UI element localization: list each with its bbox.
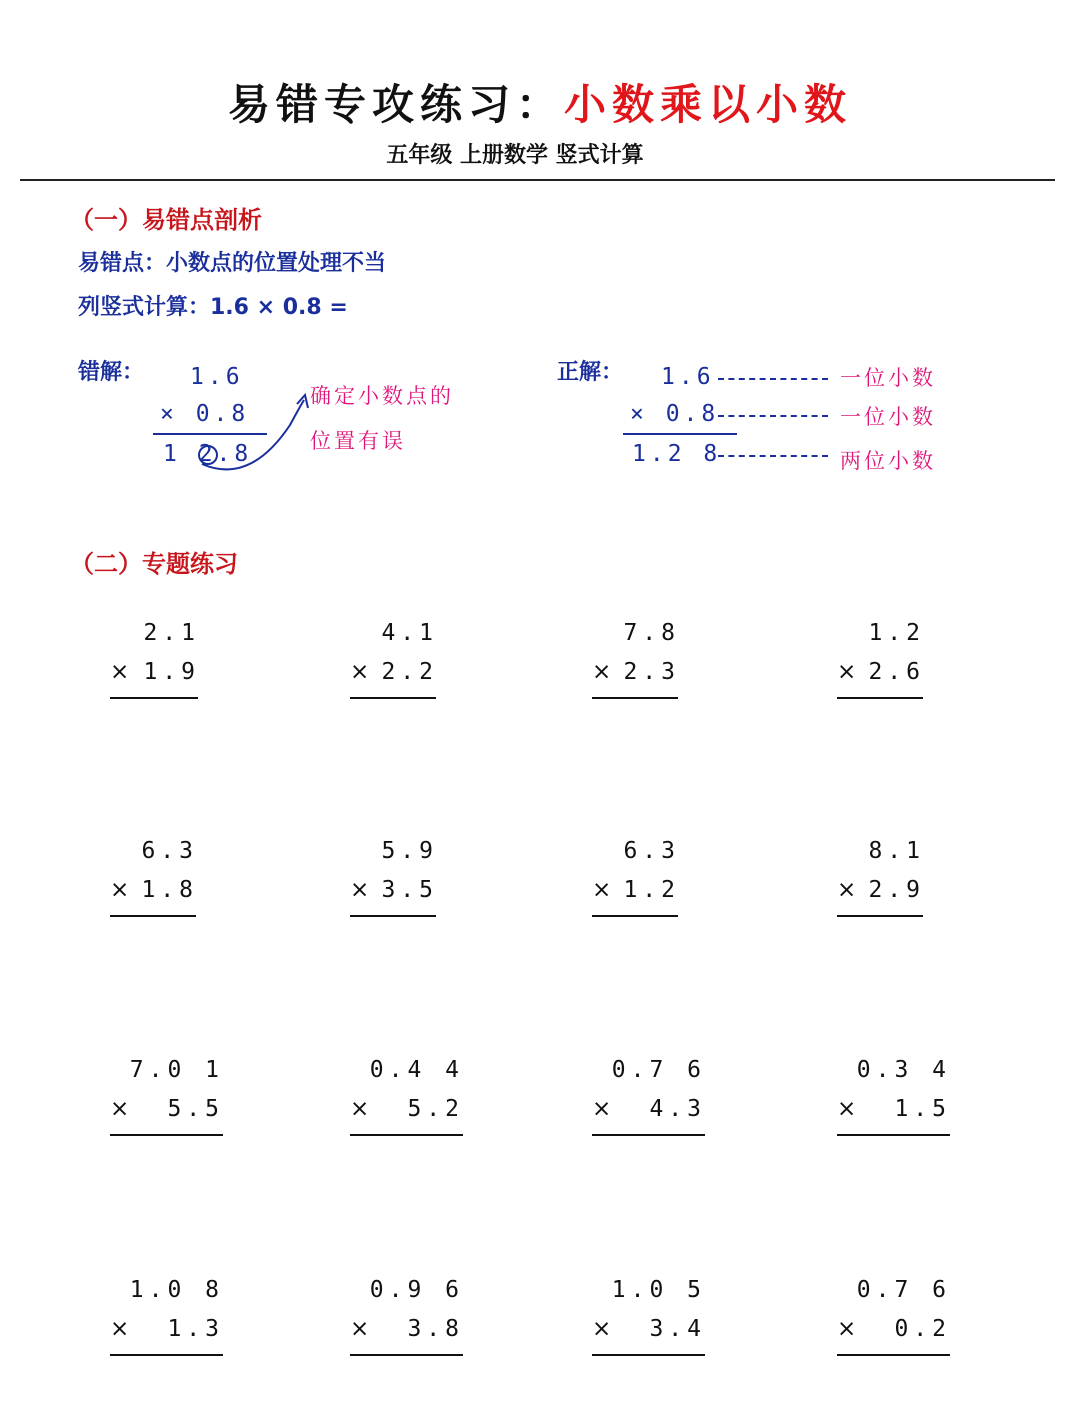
problem-multiplier: 1.5 <box>894 1096 951 1122</box>
practice-problem <box>592 1277 706 1387</box>
answer-line <box>350 1134 463 1136</box>
problem-multiplier: 2.9 <box>868 877 925 903</box>
times-sign: × <box>837 1096 857 1122</box>
problem-multiplier: 4.3 <box>649 1096 706 1122</box>
times-sign: × <box>592 1316 612 1342</box>
section2-heading: （二）专题练习 <box>70 550 238 578</box>
problem-multiplicand: 5.9 <box>381 838 438 864</box>
problem-multiplier: 2.6 <box>868 659 925 685</box>
practice-problem <box>110 838 198 948</box>
practice-problem <box>350 1277 464 1387</box>
problem-multiplier: 5.2 <box>407 1096 464 1122</box>
practice-problem <box>110 1277 224 1387</box>
answer-line <box>110 697 198 699</box>
problem-multiplier: 1.9 <box>143 659 200 685</box>
practice-problem <box>837 1057 951 1167</box>
problem-multiplier: 2.2 <box>381 659 438 685</box>
problem-multiplier: 1.3 <box>167 1316 224 1342</box>
times-sign: × <box>592 1096 612 1122</box>
problem-multiplier: 1.8 <box>141 877 198 903</box>
answer-line <box>110 1134 223 1136</box>
problem-multiplicand: 0.3 4 <box>856 1057 951 1083</box>
times-sign: × <box>837 877 857 903</box>
right-note3: 两位小数 <box>840 449 936 473</box>
problem-multiplier: 3.4 <box>649 1316 706 1342</box>
times-sign: × <box>837 659 857 685</box>
answer-line <box>837 1354 950 1356</box>
title-prefix: 易错专攻练习： <box>227 80 564 129</box>
wrong-line1: 1.6 <box>190 364 244 390</box>
right-note1: 一位小数 <box>840 366 936 390</box>
problem-multiplicand: 1.0 8 <box>129 1277 224 1303</box>
times-sign: × <box>110 1096 130 1122</box>
problem-multiplicand: 8.1 <box>868 838 925 864</box>
times-sign: × <box>837 1316 857 1342</box>
times-sign: × <box>592 659 612 685</box>
wrong-arrow-graphic <box>180 380 320 480</box>
answer-line <box>592 915 678 917</box>
right-result-line <box>623 433 737 435</box>
practice-problem <box>837 1277 951 1387</box>
problem-multiplicand: 6.3 <box>623 838 680 864</box>
answer-line <box>837 1134 950 1136</box>
right-line2: × 0.8 <box>630 401 720 427</box>
problem-multiplier: 0.2 <box>894 1316 951 1342</box>
section1-heading: （一）易错点剖析 <box>70 206 262 234</box>
calc-instruction: 列竖式计算：1.6 × 0.8 = <box>78 295 348 320</box>
subtitle: 五年级 上册数学 竖式计算 <box>386 143 644 168</box>
answer-line <box>837 697 923 699</box>
problem-multiplicand: 0.9 6 <box>369 1277 464 1303</box>
wrong-line3: 1 2.8 <box>163 441 253 467</box>
practice-problem <box>837 620 925 730</box>
practice-problem <box>110 1057 224 1167</box>
problem-multiplicand: 0.7 6 <box>856 1277 951 1303</box>
right-leader3 <box>718 455 828 457</box>
wrong-note-line2: 位置有误 <box>310 429 406 453</box>
practice-problem <box>350 1057 464 1167</box>
right-label: 正解： <box>557 360 624 385</box>
answer-line <box>592 697 678 699</box>
problem-multiplicand: 6.3 <box>141 838 198 864</box>
practice-problem <box>110 620 200 730</box>
answer-line <box>350 697 436 699</box>
mistake-point: 易错点：小数点的位置处理不当 <box>78 251 387 276</box>
problem-multiplicand: 7.0 1 <box>129 1057 224 1083</box>
answer-line <box>350 915 436 917</box>
times-sign: × <box>110 659 130 685</box>
times-sign: × <box>110 877 130 903</box>
times-sign: × <box>350 877 370 903</box>
problem-multiplier: 1.2 <box>623 877 680 903</box>
right-note2: 一位小数 <box>840 405 936 429</box>
answer-line <box>837 915 923 917</box>
problem-multiplicand: 1.0 5 <box>611 1277 706 1303</box>
arrow-curve <box>202 400 304 469</box>
answer-line <box>350 1354 463 1356</box>
problem-multiplicand: 2.1 <box>143 620 200 646</box>
problem-multiplicand: 1.2 <box>868 620 925 646</box>
answer-line <box>110 915 196 917</box>
times-sign: × <box>592 877 612 903</box>
right-line1: 1.6 <box>661 364 715 390</box>
right-leader1 <box>718 378 828 380</box>
wrong-note-line1: 确定小数点的 <box>310 384 454 408</box>
problem-multiplier: 2.3 <box>623 659 680 685</box>
page-title <box>0 72 1080 132</box>
problem-multiplier: 5.5 <box>167 1096 224 1122</box>
answer-line <box>592 1134 705 1136</box>
practice-problem <box>592 620 680 730</box>
practice-problem <box>350 838 438 948</box>
practice-problem <box>837 838 925 948</box>
wrong-label: 错解： <box>78 360 145 385</box>
title-topic: 小数乘以小数 <box>564 80 853 129</box>
practice-problem <box>592 1057 706 1167</box>
times-sign: × <box>350 1096 370 1122</box>
problem-multiplier: 3.5 <box>381 877 438 903</box>
problem-multiplicand: 0.7 6 <box>611 1057 706 1083</box>
problem-multiplicand: 0.4 4 <box>369 1057 464 1083</box>
answer-line <box>110 1354 223 1356</box>
misplaced-point-circle <box>199 446 217 464</box>
wrong-line2: × 0.8 <box>160 401 250 427</box>
practice-problem <box>592 838 680 948</box>
right-leader2 <box>718 415 828 417</box>
header-divider <box>20 179 1055 181</box>
problem-multiplier: 3.8 <box>407 1316 464 1342</box>
problem-multiplicand: 7.8 <box>623 620 680 646</box>
practice-problem <box>350 620 438 730</box>
right-line3: 1.2 8 <box>632 441 722 467</box>
answer-line <box>592 1354 705 1356</box>
problem-multiplicand: 4.1 <box>381 620 438 646</box>
times-sign: × <box>350 1316 370 1342</box>
times-sign: × <box>110 1316 130 1342</box>
times-sign: × <box>350 659 370 685</box>
